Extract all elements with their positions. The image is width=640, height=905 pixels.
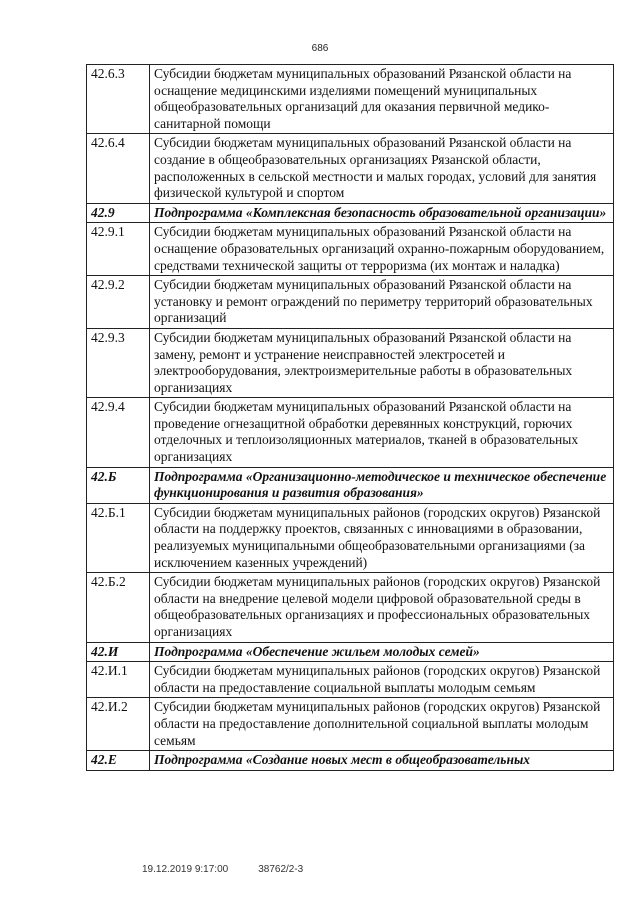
row-text: Субсидии бюджетам муниципальных районов (городских округов) Рязанской области на предоставление социальной выплаты молодым семьям: [150, 662, 614, 698]
table-row: [87, 223, 614, 276]
row-code: 42.9.4: [87, 398, 150, 467]
section-row: [87, 203, 614, 223]
row-text: Субсидии бюджетам муниципальных образований Рязанской области на оснащение образовательных организаций охранно-пожарным оборудованием, средствами технической защиты от терроризма (их монтаж и наладка): [150, 223, 614, 276]
footer-doc-id: 38762/2-3: [258, 864, 304, 875]
row-code: 42.Б.2: [87, 573, 150, 642]
table-row: [87, 398, 614, 467]
section-row: [87, 751, 614, 771]
table-row: [87, 65, 614, 134]
table-row: [87, 662, 614, 698]
table-row: [87, 698, 614, 751]
row-text: Подпрограмма «Организационно-методическое и техническое обеспечение функционирования и развития образования»: [150, 467, 614, 503]
row-code: 42.Б.1: [87, 503, 150, 572]
row-code: 42.Е: [87, 751, 150, 771]
footer-timestamp: 19.12.2019 9:17:00: [142, 864, 229, 875]
row-code: 42.9.1: [87, 223, 150, 276]
row-code: 42.И: [87, 642, 150, 662]
row-text: Субсидии бюджетам муниципальных образований Рязанской области на оснащение медицинскими изделиями помещений муниципальных общеобразовательных организаций для оказания первичной медико-санитарной помощи: [150, 65, 614, 134]
row-text: Субсидии бюджетам муниципальных образований Рязанской области на замену, ремонт и устранение неисправностей электросетей и электрооборудования, электроизмерительные работы в образовательных организациях: [150, 328, 614, 397]
row-text: Субсидии бюджетам муниципальных образований Рязанской области на установку и ремонт ограждений по периметру территорий образовательных организаций: [150, 276, 614, 329]
section-row: [87, 467, 614, 503]
row-code: 42.И.1: [87, 662, 150, 698]
row-code: 42.9.2: [87, 276, 150, 329]
row-text: Подпрограмма «Комплексная безопасность образовательной организации»: [150, 203, 614, 223]
footer: [142, 864, 303, 875]
row-code: 42.9.3: [87, 328, 150, 397]
document-table: [86, 64, 614, 771]
row-text: Подпрограмма «Создание новых мест в общеобразовательных: [150, 751, 614, 771]
row-code: 42.6.3: [87, 65, 150, 134]
row-code: 42.9: [87, 203, 150, 223]
row-text: Субсидии бюджетам муниципальных районов (городских округов) Рязанской области на предоставление дополнительной социальной выплаты молодым семьям: [150, 698, 614, 751]
row-code: 42.Б: [87, 467, 150, 503]
table-row: [87, 328, 614, 397]
row-text: Субсидии бюджетам муниципальных образований Рязанской области на проведение огнезащитной обработки деревянных конструкций, горючих отделочных и теплоизоляционных материалов, тканей в образовательных организациях: [150, 398, 614, 467]
table-row: [87, 134, 614, 203]
row-text: Подпрограмма «Обеспечение жильем молодых семей»: [150, 642, 614, 662]
table-row: [87, 503, 614, 572]
row-code: 42.6.4: [87, 134, 150, 203]
row-code: 42.И.2: [87, 698, 150, 751]
row-text: Субсидии бюджетам муниципальных районов (городских округов) Рязанской области на поддержку проектов, связанных с инновациями в образовании, реализуемых муниципальными общеобразовательными организациями (за исключением казенных учреждений): [150, 503, 614, 572]
section-row: [87, 642, 614, 662]
row-text: Субсидии бюджетам муниципальных районов (городских округов) Рязанской области на внедрение целевой модели цифровой образовательной среды в общеобразовательных организациях и профессиональных образовательных организациях: [150, 573, 614, 642]
table-row: [87, 276, 614, 329]
table-row: [87, 573, 614, 642]
page-number: 686: [311, 43, 329, 54]
table-body: [87, 65, 614, 771]
row-text: Субсидии бюджетам муниципальных образований Рязанской области на создание в общеобразовательных организациях Рязанской области, расположенных в сельской местности и малых городах, условий для занятия физической культурой и спортом: [150, 134, 614, 203]
